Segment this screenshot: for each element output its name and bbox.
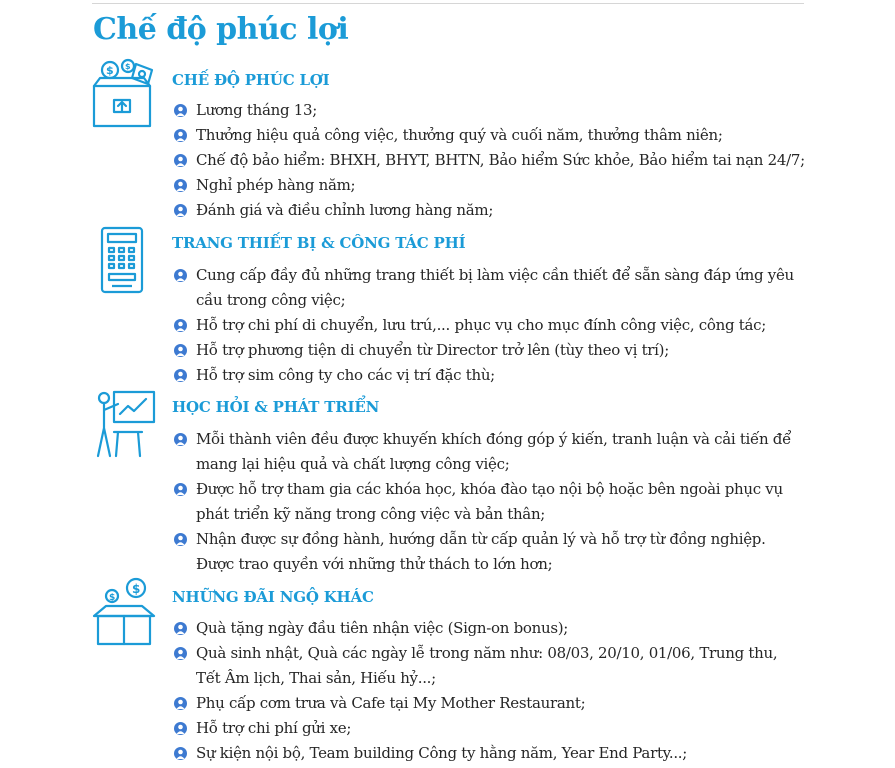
user-bullet-icon	[174, 104, 187, 117]
list-item: Lương tháng 13;	[174, 98, 806, 123]
section-heading: NHỮNG ĐÃI NGỘ KHÁC	[172, 588, 374, 606]
benefit-list	[174, 98, 806, 223]
list-item: Nghỉ phép hàng năm;	[174, 173, 806, 198]
list-item: Đánh giá và điều chỉnh lương hàng năm;	[174, 198, 806, 223]
list-item: Hỗ trợ chi phí di chuyển, lưu trú,... phục vụ cho mục đính công việc, công tác;	[174, 313, 806, 338]
user-bullet-icon	[174, 179, 187, 192]
svg-text:$: $	[109, 593, 116, 603]
user-bullet-icon	[174, 722, 187, 735]
top-divider	[92, 3, 804, 4]
section-heading: TRANG THIẾT BỊ & CÔNG TÁC PHÍ	[172, 234, 466, 252]
user-bullet-icon	[174, 697, 187, 710]
benefit-list	[174, 616, 806, 766]
list-item: Chế độ bảo hiểm: BHXH, BHYT, BHTN, Bảo hiểm Sức khỏe, Bảo hiểm tai nạn 24/7;	[174, 148, 806, 173]
user-bullet-icon	[174, 433, 187, 446]
list-item: Hỗ trợ phương tiện di chuyển từ Director trở lên (tùy theo vị trí);	[174, 338, 806, 363]
user-bullet-icon	[174, 204, 187, 217]
list-item: Nhận được sự đồng hành, hướng dẫn từ cấp quản lý và hỗ trợ từ đồng nghiệp. Được trao quyền với những thử thách to lớn hơn;	[174, 527, 806, 577]
list-item: Mỗi thành viên đều được khuyến khích đóng góp ý kiến, tranh luận và cải tiến để mang lại hiệu quả và chất lượng công việc;	[174, 427, 806, 477]
user-bullet-icon	[174, 369, 187, 382]
money-box-icon	[92, 58, 158, 128]
user-bullet-icon	[174, 319, 187, 332]
list-item: Hỗ trợ sim công ty cho các vị trí đặc thù;	[174, 363, 806, 388]
list-item: Phụ cấp cơm trưa và Cafe tại My Mother Restaurant;	[174, 691, 806, 716]
list-item: Được hỗ trợ tham gia các khóa học, khóa đào tạo nội bộ hoặc bên ngoài phục vụ phát triển kỹ năng trong công việc và bản thân;	[174, 477, 806, 527]
section-heading: CHẾ ĐỘ PHÚC LỢI	[172, 71, 330, 89]
list-item: Quà tặng ngày đầu tiên nhận việc (Sign-on bonus);	[174, 616, 806, 641]
svg-text:$: $	[106, 64, 114, 77]
user-bullet-icon	[174, 129, 187, 142]
user-bullet-icon	[174, 154, 187, 167]
user-bullet-icon	[174, 533, 187, 546]
list-item: Quà sinh nhật, Quà các ngày lễ trong năm như: 08/03, 20/10, 01/06, Trung thu, Tết Âm lịch, Thai sản, Hiếu hỷ...;	[174, 641, 806, 691]
page-title: Chế độ phúc lợi	[93, 12, 349, 47]
benefit-list	[174, 263, 806, 388]
list-item: Sự kiện nội bộ, Team building Công ty hằng năm, Year End Party...;	[174, 741, 806, 766]
user-bullet-icon	[174, 344, 187, 357]
list-item: Hỗ trợ chi phí gửi xe;	[174, 716, 806, 741]
section-heading: HỌC HỎI & PHÁT TRIỂN	[172, 398, 380, 416]
user-bullet-icon	[174, 483, 187, 496]
benefit-list	[174, 427, 806, 577]
user-bullet-icon	[174, 269, 187, 282]
user-bullet-icon	[174, 622, 187, 635]
list-item: Cung cấp đầy đủ những trang thiết bị làm việc cần thiết để sẵn sàng đáp ứng yêu cầu trong công việc;	[174, 263, 806, 313]
gift-box-coins-icon	[92, 576, 158, 646]
presenter-chart-icon	[92, 388, 158, 458]
svg-text:$: $	[125, 62, 131, 71]
user-bullet-icon	[174, 647, 187, 660]
payment-terminal-icon	[92, 224, 158, 294]
list-item: Thưởng hiệu quả công việc, thưởng quý và cuối năm, thưởng thâm niên;	[174, 123, 806, 148]
svg-text:$: $	[132, 582, 141, 596]
user-bullet-icon	[174, 747, 187, 760]
